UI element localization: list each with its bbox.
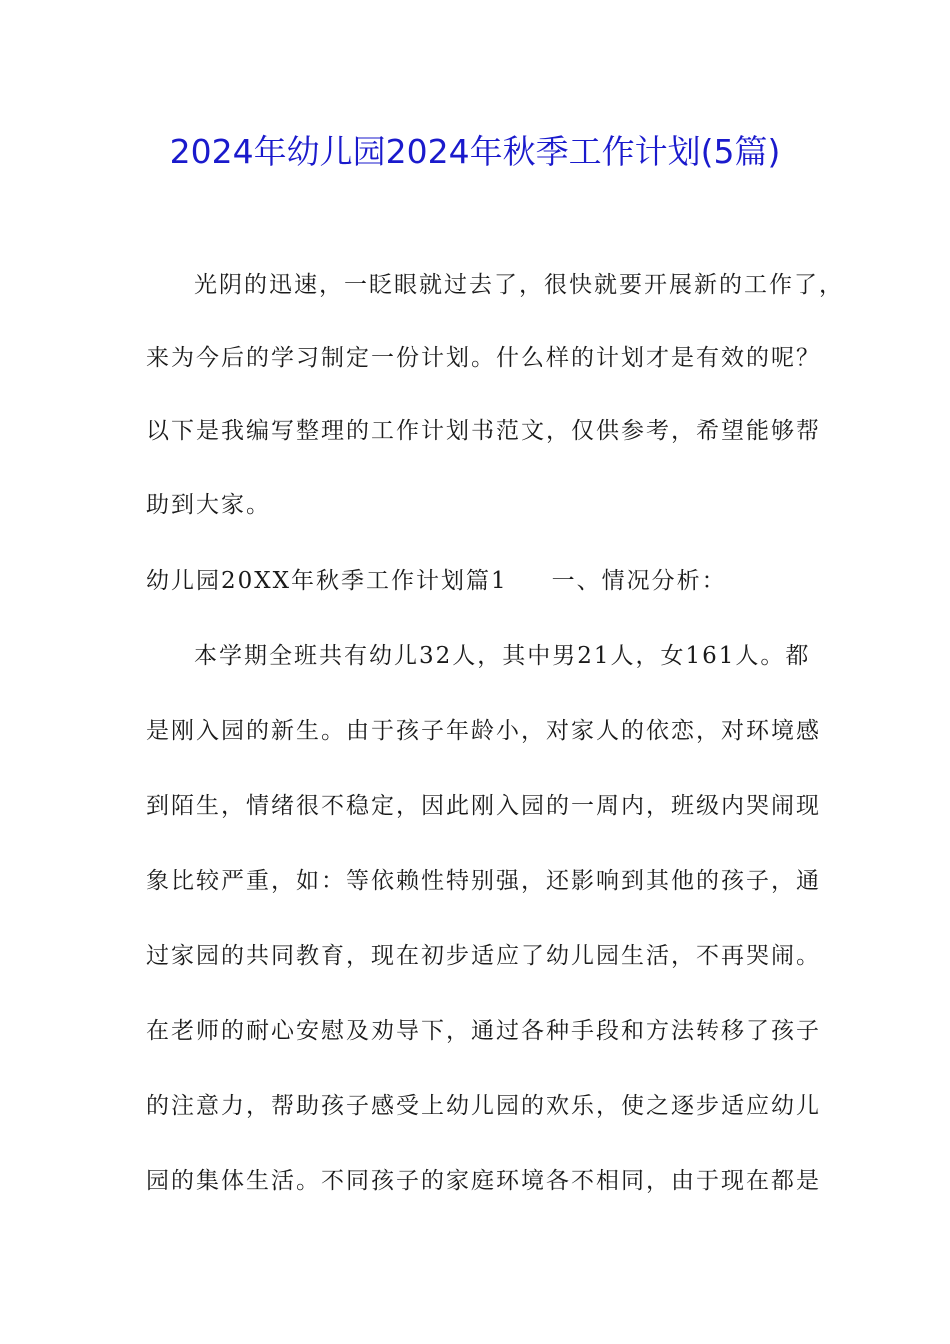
paragraph-line: 的注意力，帮助孩子感受上幼儿园的欢乐，使之逐步适应幼儿 (146, 1093, 821, 1119)
paragraph-line: 在老师的耐心安慰及劝导下，通过各种手段和方法转移了孩子 (146, 1018, 821, 1044)
paragraph-line: 园的集体生活。不同孩子的家庭环境各不相同，由于现在都是 (146, 1168, 821, 1194)
paragraph-line: 本学期全班共有幼儿32人，其中男21人，女161人。都 (194, 643, 811, 669)
subsection-heading: 一、情况分析： (551, 568, 727, 594)
section-title: 幼儿园20XX年秋季工作计划篇1 (146, 568, 508, 594)
paragraph-line: 助到大家。 (146, 492, 271, 518)
paragraph-line: 象比较严重，如：等依赖性特别强，还影响到其他的孩子，通 (146, 868, 821, 894)
section-heading-line (146, 563, 836, 599)
document-title: 2024年幼儿园2024年秋季工作计划(5篇) (169, 132, 781, 171)
paragraph-line: 过家园的共同教育，现在初步适应了幼儿园生活，不再哭闹。 (146, 943, 821, 969)
paragraph-line: 到陌生，情绪很不稳定，因此刚入园的一周内，班级内哭闹现 (146, 793, 821, 819)
paragraph-line: 来为今后的学习制定一份计划。什么样的计划才是有效的呢？ (146, 345, 821, 371)
paragraph-line: 是刚入园的新生。由于孩子年龄小，对家人的依恋，对环境感 (146, 718, 821, 744)
paragraph-line: 以下是我编写整理的工作计划书范文，仅供参考，希望能够帮 (146, 418, 821, 444)
paragraph-line: 光阴的迅速，一眨眼就过去了，很快就要开展新的工作了， (194, 272, 844, 298)
